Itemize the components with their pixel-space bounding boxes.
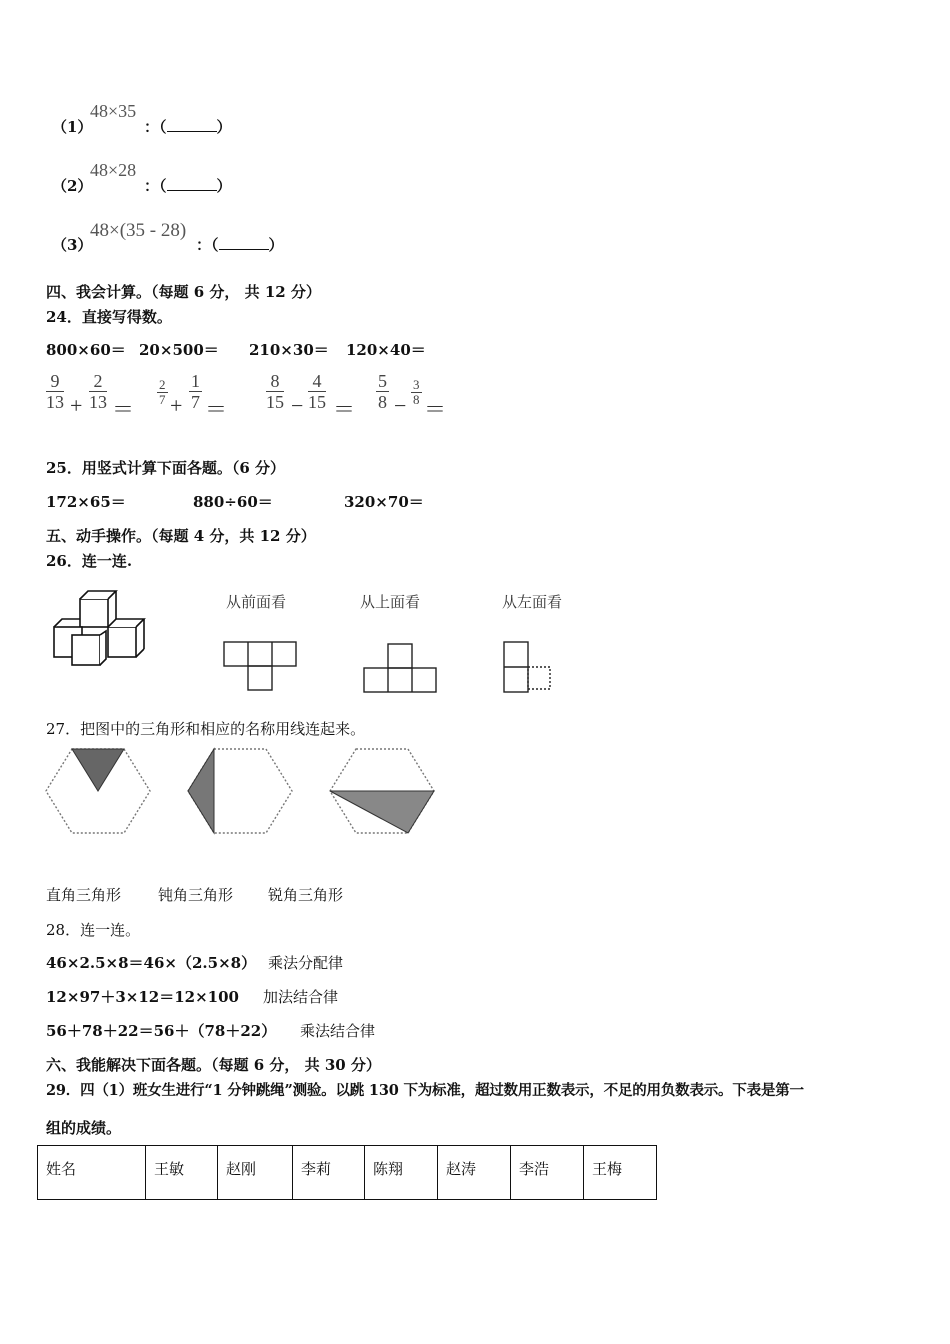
fraction: $\frac{1}{7}$: [191, 371, 200, 412]
score-table: [37, 1145, 657, 1200]
fraction: $\frac{8}{15}$: [266, 371, 284, 412]
question-24-label: 24．直接写得数。: [46, 308, 172, 326]
hexagon-figure-1: [44, 746, 154, 836]
question-28-label: 28．连一连。: [46, 921, 141, 939]
fraction: $\frac{3}{8}$: [413, 377, 420, 407]
item-3-expression: 48×(35 - 28): [90, 220, 187, 241]
question-26-label: 26．连一连.: [46, 552, 133, 570]
section-5-title: 五、动手操作。（每题 4 分，共 12 分）: [46, 527, 316, 545]
law-name: 乘法结合律: [300, 1022, 376, 1040]
item-2-number: （2）: [52, 177, 93, 195]
operator: −: [394, 393, 407, 418]
item-3-colon: ：（ ）: [196, 236, 284, 254]
front-view-figure: [220, 638, 300, 694]
equals-sign: ＝: [333, 397, 356, 422]
question-29-text: 29．四（1）班女生进行“1 分钟跳绳”测验。以跳 130 下为标准，超过数用正数表示，不足的用负数表示。下表是第一: [46, 1082, 804, 1099]
hexagon-figure-3: [328, 746, 438, 836]
cube-solid-figure: [48, 585, 158, 670]
operator: +: [170, 393, 183, 418]
item-2-colon: ：（ ）: [144, 177, 232, 195]
hexagon-figure-2: [186, 746, 296, 836]
law-name: 加法结合律: [263, 988, 339, 1006]
table-header-cell: 李莉: [293, 1146, 365, 1200]
table-header-cell: 王梅: [584, 1146, 657, 1200]
equation-left: 56＋78＋22＝56＋（78＋22）: [46, 1022, 277, 1040]
item-1-expression: 48×35: [90, 101, 137, 121]
table-header-cell: 赵涛: [438, 1146, 511, 1200]
table-header-cell: 李浩: [511, 1146, 584, 1200]
triangle-name: 钝角三角形: [158, 886, 234, 904]
item-1-number: （1）: [52, 118, 93, 136]
triangle-name: 锐角三角形: [268, 886, 344, 904]
top-view-figure: [360, 640, 440, 696]
calc-item: 800×60＝: [46, 341, 126, 359]
answer-blank[interactable]: [167, 119, 217, 132]
equation-left: 12×97＋3×12＝12×100: [46, 988, 239, 1006]
question-27-label: 27．把图中的三角形和相应的名称用线连起来。: [46, 720, 366, 738]
item-3-number: （3）: [52, 236, 93, 254]
answer-blank[interactable]: [167, 178, 217, 191]
table-header-cell: 赵刚: [218, 1146, 293, 1200]
operator: −: [291, 393, 304, 418]
item-2-expression: 48×28: [90, 160, 137, 180]
view-label-left: 从左面看: [502, 593, 563, 611]
section-6-title: 六、我能解决下面各题。（每题 6 分， 共 30 分）: [46, 1056, 381, 1074]
question-25-label: 25．用竖式计算下面各题。（6 分）: [46, 459, 286, 477]
fraction: $\frac{5}{8}$: [378, 371, 387, 412]
calc-item: 120×40＝: [346, 341, 426, 359]
calc-item: 172×65＝: [46, 493, 126, 511]
section-4-title: 四、我会计算。（每题 6 分， 共 12 分）: [46, 283, 321, 301]
calc-item: 320×70＝: [344, 493, 424, 511]
fraction: $\frac{9}{13}$: [46, 371, 64, 412]
equals-sign: ＝: [424, 397, 447, 422]
equation-left: 46×2.5×8＝46×（2.5×8）: [46, 954, 257, 972]
table-header-cell: 姓名: [38, 1146, 146, 1200]
triangle-name: 直角三角形: [46, 886, 122, 904]
fraction: $\frac{4}{15}$: [308, 371, 326, 412]
fraction: $\frac{2}{13}$: [89, 371, 107, 412]
law-name: 乘法分配律: [268, 954, 344, 972]
calc-item: 880÷60＝: [193, 493, 273, 511]
left-view-figure: [500, 638, 560, 696]
item-1-colon: ：（ ）: [144, 118, 232, 136]
operator: +: [70, 393, 83, 418]
calc-item: 210×30＝: [249, 341, 329, 359]
view-label-top: 从上面看: [360, 593, 421, 611]
question-29-text-cont: 组的成绩。: [46, 1119, 122, 1137]
view-label-front: 从前面看: [226, 593, 287, 611]
fraction: $\frac{2}{7}$: [159, 377, 166, 407]
calc-item: 20×500＝: [139, 341, 219, 359]
answer-blank[interactable]: [219, 237, 269, 250]
equals-sign: ＝: [112, 397, 135, 422]
table-row: [38, 1146, 657, 1200]
equals-sign: ＝: [205, 397, 228, 422]
table-header-cell: 陈翔: [365, 1146, 438, 1200]
table-header-cell: 王敏: [146, 1146, 218, 1200]
